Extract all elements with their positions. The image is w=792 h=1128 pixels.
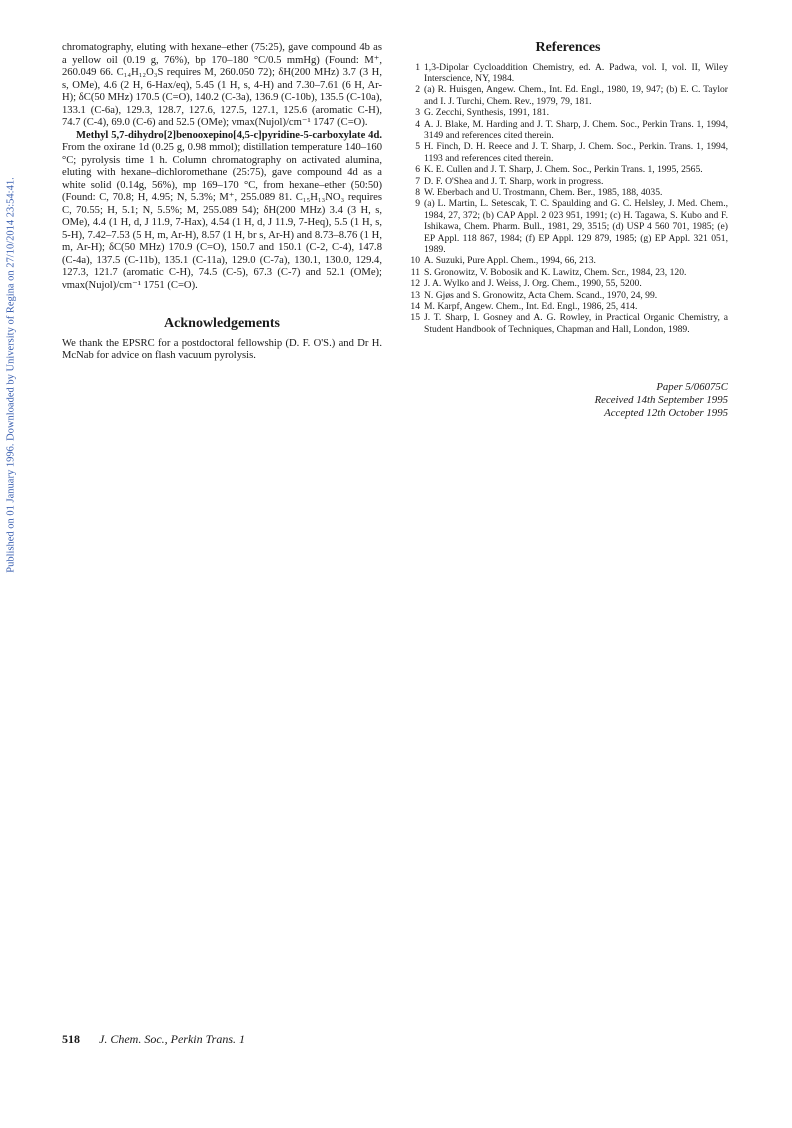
reference-item (408, 187, 728, 198)
reference-text: H. Finch, D. H. Reece and J. T. Sharp, J. Chem. Soc., Perkin. Trans. 1, 1994, 1193 and references cited therein. (424, 141, 728, 164)
reference-number: 7 (415, 175, 420, 187)
download-info-sidebar (0, 0, 22, 1128)
reference-item (408, 290, 728, 301)
right-column (408, 42, 728, 420)
reference-item (408, 301, 728, 312)
reference-text: G. Zecchi, Synthesis, 1991, 181. (424, 107, 549, 119)
compound-description: From the oxirane 1d (0.25 g, 0.98 mmol); distillation temperature 140–160 °C; pyrolysis time 1 h. Column chromatography on activated alumina, eluting with hexane–dichloromethane (25:75), gave compound 4d as a white solid (0.14g, 56%), mp 169–170 °C, from hexane–ether (50:50) (Found: C, 70.8; H, 4.95; N, 5.3%; M⁺, 255.089 81. C₁₅H₁₃NO₃ requires C, 70.55; H, 5.1; N, 5.5%; M, 255.089 54); δH(200 MHz) 3.4 (3 H, s, OMe), 4.4 (1 H, d, J 11.9, 7-Hax), 4.54 (1 H, d, J 11.9, 7-Heq), 5.5 (1 H, s, 5-H), 7.42–7.53 (5 H, m, Ar-H), 8.57 (1 H, br s, Ar-H) and 8.73–8.76 (1 H, m, Ar-H); δC(50 MHz) 170.9 (C=O), 150.7 and 150.1 (C-2, C-4), 147.8 (C-4a), 137.5 (C-11b), 135.1 (C-11a), 129.0 (C-7a), 130.1, 130.0, 129.4, 127.3, 121.7 (aromatic C-H), 74.5 (C-5), 67.3 (C-7) and 52.1 (OMe); νmax(Nujol)/cm⁻¹ 1751 (C=O). (62, 142, 382, 291)
left-column (62, 42, 382, 363)
reference-number: 3 (415, 107, 420, 119)
reference-text: S. Gronowitz, V. Bobosik and K. Lawitz, Chem. Scr., 1984, 23, 120. (424, 266, 687, 278)
paper-id: Paper 5/06075C (656, 381, 728, 394)
paper-info (408, 381, 728, 420)
reference-text: (a) L. Martin, L. Setescak, T. C. Spaulding and G. C. Helsley, J. Med. Chem., 1984, 27, 372; (b) CAP Appl. 2 023 951, 1991; (c) H. Tagawa, S. Kubo and F. Ishikawa, Chem. Pharm. Bull., 1981, 29, 3515; (d) USP 4 560 701, 1985; (e) EP Appl. 118 867, 1984; (f) EP Appl. 129 879, 1985; (g) EP Appl. 321 051, 1989. (424, 198, 728, 255)
reference-item (408, 84, 728, 107)
page-number: 518 (62, 1032, 80, 1046)
reference-item (408, 164, 728, 175)
reference-item (408, 119, 728, 142)
reference-text: K. E. Cullen and J. T. Sharp, J. Chem. Soc., Perkin Trans. 1, 1995, 2565. (424, 164, 703, 176)
received-date: Received 14th September 1995 (594, 394, 728, 407)
experimental-paragraph-2 (62, 130, 382, 293)
reference-item (408, 255, 728, 266)
reference-item (408, 198, 728, 255)
reference-number: 14 (410, 301, 420, 313)
reference-number: 12 (410, 278, 420, 290)
reference-number: 15 (410, 312, 420, 324)
accepted-date: Accepted 12th October 1995 (604, 407, 728, 420)
reference-item (408, 141, 728, 164)
reference-text: 1,3-Dipolar Cycloaddition Chemistry, ed. A. Padwa, vol. I, vol. II, Wiley Interscience, NY, 1984. (424, 61, 728, 84)
reference-number: 11 (410, 266, 420, 278)
reference-item (408, 278, 728, 289)
journal-name: J. Chem. Soc., Perkin Trans. 1 (99, 1032, 245, 1046)
reference-text: J. A. Wylko and J. Weiss, J. Org. Chem., 1990, 55, 5200. (424, 278, 642, 290)
reference-number: 6 (415, 164, 420, 176)
reference-text: (a) R. Huisgen, Angew. Chem., Int. Ed. Engl., 1980, 19, 947; (b) E. C. Taylor and I. J. Turchi, Chem. Rev., 1979, 79, 181. (424, 84, 728, 107)
reference-text: A. Suzuki, Pure Appl. Chem., 1994, 66, 213. (424, 255, 596, 267)
reference-text: J. T. Sharp, I. Gosney and A. G. Rowley, in Practical Organic Chemistry, a Student Handbook of Techniques, Chapman and Hall, London, 1989. (424, 312, 728, 335)
reference-number: 13 (410, 289, 420, 301)
reference-text: N. Gjøs and S. Gronowitz, Acta Chem. Scand., 1970, 24, 99. (424, 289, 658, 301)
reference-item (408, 107, 728, 118)
acknowledgements-text: We thank the EPSRC for a postdoctoral fellowship (D. F. O'S.) and Dr H. McNab for advice on flash vacuum pyrolysis. (62, 337, 382, 361)
reference-number: 9 (415, 198, 420, 210)
reference-text: D. F. O'Shea and J. T. Sharp, work in progress. (424, 175, 604, 187)
page-footer (62, 1032, 245, 1047)
reference-item (408, 62, 728, 85)
reference-item (408, 176, 728, 187)
reference-number: 10 (410, 255, 420, 267)
references-heading: References (535, 40, 601, 55)
reference-number: 4 (415, 118, 420, 130)
references-list (408, 62, 728, 336)
experimental-paragraph-1: chromatography, eluting with hexane–ether (75:25), gave compound 4b as a yellow oil (0.19 g, 76%), bp 170–180 °C/0.5 mmHg) (Found: M⁺, 260.049 66. C₁₄H₁₂O₃S requires M, 260.050 72); δH(200 MHz) 3.7 (3 H, s, OMe), 4.6 (2 H, 6-Hax/eq), 5.45 (1 H, s, 4-H) and 7.30–7.61 (6 H, Ar-H); δC(50 MHz) 170.5 (C=O), 140.2 (C-3a), 136.9 (C-10b), 135.5 (C-10a), 133.1 (C-6a), 129.3, 128.7, 127.6, 127.5, 127.1, 125.6 (aromatic C-H), 74.7 (C-4), 69.0 (C-6) and 52.5 (OMe); νmax(Nujol)/cm⁻¹ 1747 (C=O). (62, 42, 382, 128)
download-info-text: Published on 01 January 1996. Downloaded by University of Regina on 27/10/2014 23:54:41. (5, 177, 17, 573)
reference-number: 5 (415, 141, 420, 153)
reference-item (408, 267, 728, 278)
reference-number: 8 (415, 186, 420, 198)
reference-text: W. Eberbach and U. Trostmann, Chem. Ber., 1985, 188, 4035. (424, 186, 663, 198)
compound-title: Methyl 5,7-dihydro[2]benooxepino[4,5-c]pyridine-5-carboxylate 4d. (76, 129, 382, 141)
reference-number: 2 (415, 84, 420, 96)
reference-item (408, 312, 728, 335)
acknowledgements-heading: Acknowledgements (164, 316, 280, 331)
reference-text: A. J. Blake, M. Harding and J. T. Sharp, J. Chem. Soc., Perkin Trans. 1, 1994, 3149 and references cited therein. (424, 118, 728, 141)
reference-text: M. Karpf, Angew. Chem., Int. Ed. Engl., 1986, 25, 414. (424, 301, 638, 313)
reference-number: 1 (415, 61, 420, 73)
